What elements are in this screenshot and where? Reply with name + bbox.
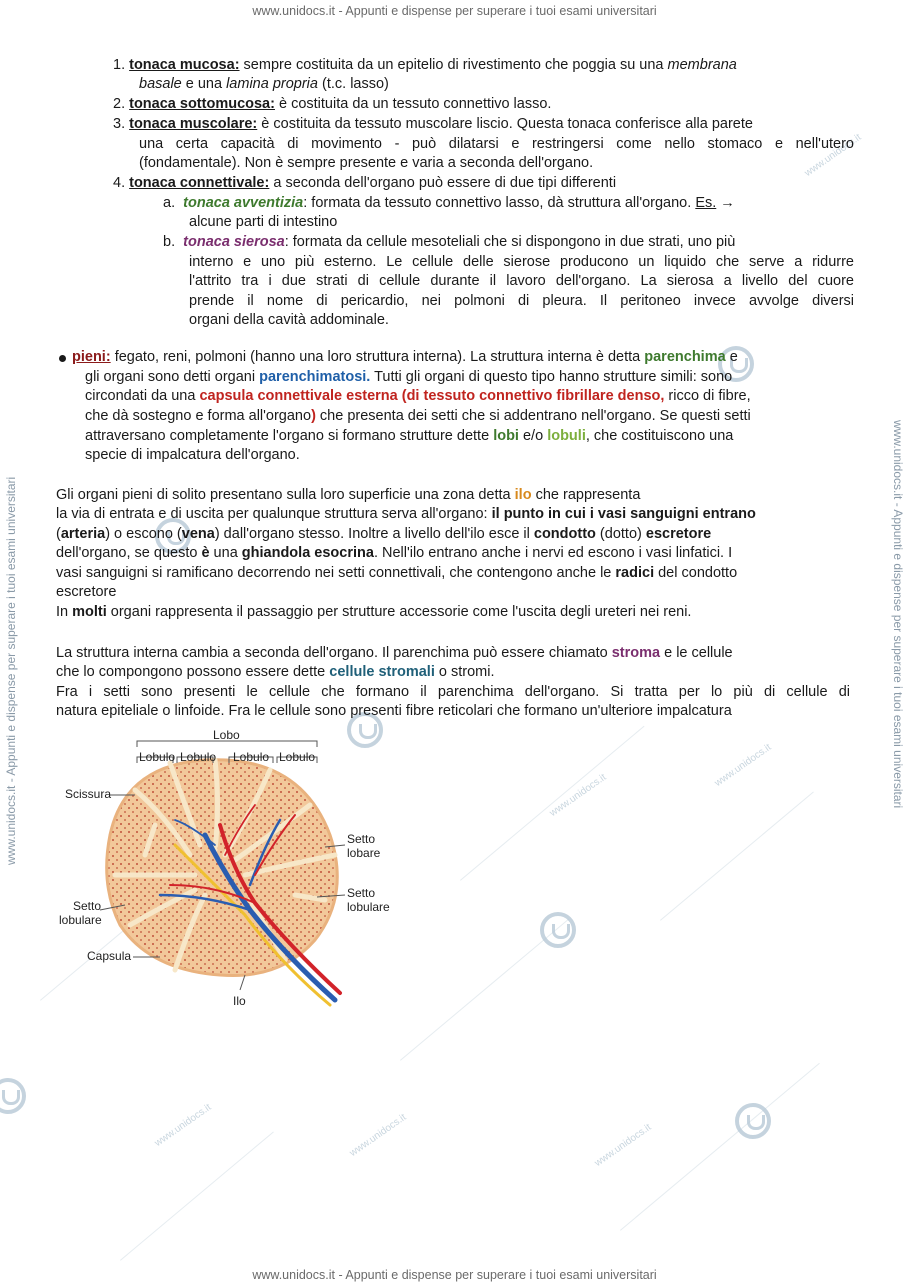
list-item-sottomucosa: 2. tonaca sottomucosa: è costituita da un tessuto connettivo lasso. xyxy=(113,96,552,112)
list-item-muscolare-line2: una certa capacità di movimento - può dilatarsi e restringersi come nello stomaco e nell'utero xyxy=(139,136,854,152)
organ-structure-figure xyxy=(55,725,400,1015)
organ-diagram xyxy=(55,725,400,1015)
side-watermark-right: www.unidocs.it - Appunti e dispense per superare i tuoi esami universitari xyxy=(891,420,905,809)
svg-text:lobulare: lobulare xyxy=(347,900,390,914)
list-item-muscolare: 3. tonaca muscolare: è costituita da tessuto muscolare liscio. Questa tonaca conferisce alla parete xyxy=(113,116,753,132)
term-radici: radici xyxy=(615,565,655,581)
pieni-line6: specie di impalcatura dell'organo. xyxy=(85,447,300,463)
term-stroma: stroma xyxy=(611,645,661,661)
pieni-line3: circondati da una capsula connettivale esterna (di tessuto connettivo fibrillare denso, ricco di fibre, xyxy=(85,388,751,404)
side-watermark-left: www.unidocs.it - Appunti e dispense per superare i tuoi esami universitari xyxy=(4,476,18,865)
pieni-line1: pieni: fegato, reni, polmoni (hanno una loro struttura interna). La struttura interna è detta parenchima e xyxy=(72,349,738,365)
term-tonaca-sottomucosa: tonaca sottomucosa: xyxy=(129,96,275,112)
ilo-line5: vasi sanguigni si ramificano decorrendo nei setti connettivali, che contengono anche le radici del condotto xyxy=(56,565,738,581)
term-ghiandola-esocrina: ghiandola esocrina xyxy=(241,545,374,561)
bullet-icon xyxy=(59,355,66,362)
watermark-stamp: www.unidocs.it xyxy=(592,1122,654,1169)
ilo-line3: (arteria) o escono (vena) dall'organo stesso. Inoltre a livello dell'ilo esce il condotto (dotto) escretore xyxy=(56,526,712,542)
ilo-line1: Gli organi pieni di solito presentano sulla loro superficie una zona detta ilo che rappresenta xyxy=(56,487,641,503)
watermark-stamp: www.unidocs.it xyxy=(802,132,864,179)
list-item-mucosa: 1. tonaca mucosa: sempre costituita da un epitelio di rivestimento che poggia su una membrana xyxy=(113,57,737,73)
term-parenchima: parenchima xyxy=(644,349,726,365)
term-tonaca-mucosa: tonaca mucosa: xyxy=(129,57,240,73)
stroma-line2: che lo compongono possono essere dette cellule stromali o stromi. xyxy=(56,664,495,680)
subitem-avventizia: a. tonaca avventizia: formata da tessuto connettivo lasso, dà struttura all'organo. Es. → xyxy=(163,195,735,211)
term-tonaca-avventizia: tonaca avventizia xyxy=(183,195,304,211)
watermark-stamp: www.unidocs.it xyxy=(712,742,774,789)
term-arteria: arteria xyxy=(60,526,106,542)
ilo-line4: dell'organo, se questo è una ghiandola esocrina. Nell'ilo entrano anche i nervi ed escono i vasi linfatici. I xyxy=(56,545,733,561)
list-item-connettivale: 4. tonaca connettivale: a seconda dell'organo può essere di due tipi differenti xyxy=(113,175,617,191)
term-tonaca-muscolare: tonaca muscolare: xyxy=(129,116,258,132)
label-setto-lobulare-left: Setto xyxy=(73,899,102,913)
stroma-line3: Fra i setti sono presenti le cellule che formano il parenchima dell'organo. Si tratta per lo più di cellule di xyxy=(56,684,850,700)
watermark-stamp: www.unidocs.it xyxy=(347,1112,409,1159)
watermark-stamp: www.unidocs.it xyxy=(152,1102,214,1149)
label-lobulo: Lobulo xyxy=(233,750,270,764)
svg-text:lobulare: lobulare xyxy=(59,913,102,927)
ilo-line7: In molti organi rappresenta il passaggio per strutture accessorie come l'uscita degli ureteri nei reni. xyxy=(56,604,692,620)
subitem-sierosa-line2: interno e uno più esterno. Le cellule delle sierose producono un liquido che serve a ridurre xyxy=(189,254,854,270)
list-item-muscolare-line3: (fondamentale). Non è sempre presente e varia a seconda dell'organo. xyxy=(139,155,594,171)
label-lobo: Lobo xyxy=(213,728,240,742)
watermark-stamp: www.unidocs.it xyxy=(547,772,609,819)
term-cellule-stromali: cellule stromali xyxy=(329,664,435,680)
ilo-line6: escretore xyxy=(56,584,117,600)
subitem-sierosa-line3: l'attrito tra i due strati di cellule durante il lavoro dell'organo. La sierosa a livello del cuore xyxy=(189,273,854,289)
label-setto-lobare: Setto xyxy=(347,832,376,846)
term-pieni: pieni: xyxy=(72,349,111,365)
subitem-sierosa-line4: prende il nome di pericardio, nei polmoni di pleura. Il peritoneo invece avvolge diversi xyxy=(189,293,854,309)
subitem-sierosa-line5: organi della cavità addominale. xyxy=(189,312,389,328)
header-watermark: www.unidocs.it - Appunti e dispense per superare i tuoi esami universitari xyxy=(252,4,657,18)
stroma-line1: La struttura interna cambia a seconda dell'organo. Il parenchima può essere chiamato stroma e le cellule xyxy=(56,645,733,661)
term-parenchimatosi: parenchimatosi. xyxy=(259,369,371,385)
term-escretore: escretore xyxy=(645,526,712,542)
unidocs-logo-icon xyxy=(0,1078,26,1114)
term-condotto: condotto xyxy=(533,526,596,542)
watermark-line xyxy=(660,791,814,920)
subitem-sierosa: b. tonaca sierosa: formata da cellule mesoteliali che si dispongono in due strati, uno più xyxy=(163,234,736,250)
pieni-line5: attraversano completamente l'organo si formano strutture dette lobi e/o lobuli, che costituiscono una xyxy=(85,428,734,444)
label-scissura: Scissura xyxy=(65,787,112,801)
term-tonaca-connettivale: tonaca connettivale: xyxy=(129,175,270,191)
list-item-mucosa-line2: basale e una lamina propria (t.c. lasso) xyxy=(139,76,389,92)
term-lobi: lobi xyxy=(493,428,519,444)
pieni-line4: che dà sostegno e forma all'organo) che presenta dei setti che si addentrano nell'organo. Se questi setti xyxy=(85,408,751,424)
term-tonaca-sierosa: tonaca sierosa xyxy=(183,234,285,250)
unidocs-logo-icon xyxy=(735,1103,771,1139)
pieni-line2: gli organi sono detti organi parenchimatosi. Tutti gli organi di questo tipo hanno strutture simili: sono xyxy=(85,369,733,385)
term-ilo: ilo xyxy=(514,487,532,503)
label-ilo: Ilo xyxy=(233,994,246,1008)
term-vena: vena xyxy=(181,526,215,542)
stroma-line4: natura epiteliale o linfoide. Fra le cellule sono presenti fibre reticolari che formano un'ulteriore impalcatura xyxy=(56,703,732,719)
label-lobulo: Lobulo xyxy=(279,750,316,764)
ilo-line2: la via di entrata e di uscita per qualunque struttura serva all'organo: il punto in cui i vasi sanguigni entrano xyxy=(56,506,756,522)
label-setto-lobulare-right: Setto xyxy=(347,886,376,900)
subitem-avventizia-line2: alcune parti di intestino xyxy=(189,214,338,230)
watermark-line xyxy=(120,1131,274,1260)
svg-text:lobare: lobare xyxy=(347,846,381,860)
watermark-line xyxy=(620,1063,820,1231)
label-capsula: Capsula xyxy=(87,949,132,963)
term-lobuli: lobuli xyxy=(547,428,586,444)
label-lobulo: Lobulo xyxy=(180,750,217,764)
term-capsula-connettivale: capsula connettivale esterna (di tessuto connettivo fibrillare denso, xyxy=(199,388,665,404)
watermark-line xyxy=(460,726,644,881)
unidocs-logo-icon xyxy=(540,912,576,948)
label-lobulo: Lobulo xyxy=(139,750,176,764)
footer-watermark: www.unidocs.it - Appunti e dispense per superare i tuoi esami universitari xyxy=(252,1268,657,1282)
